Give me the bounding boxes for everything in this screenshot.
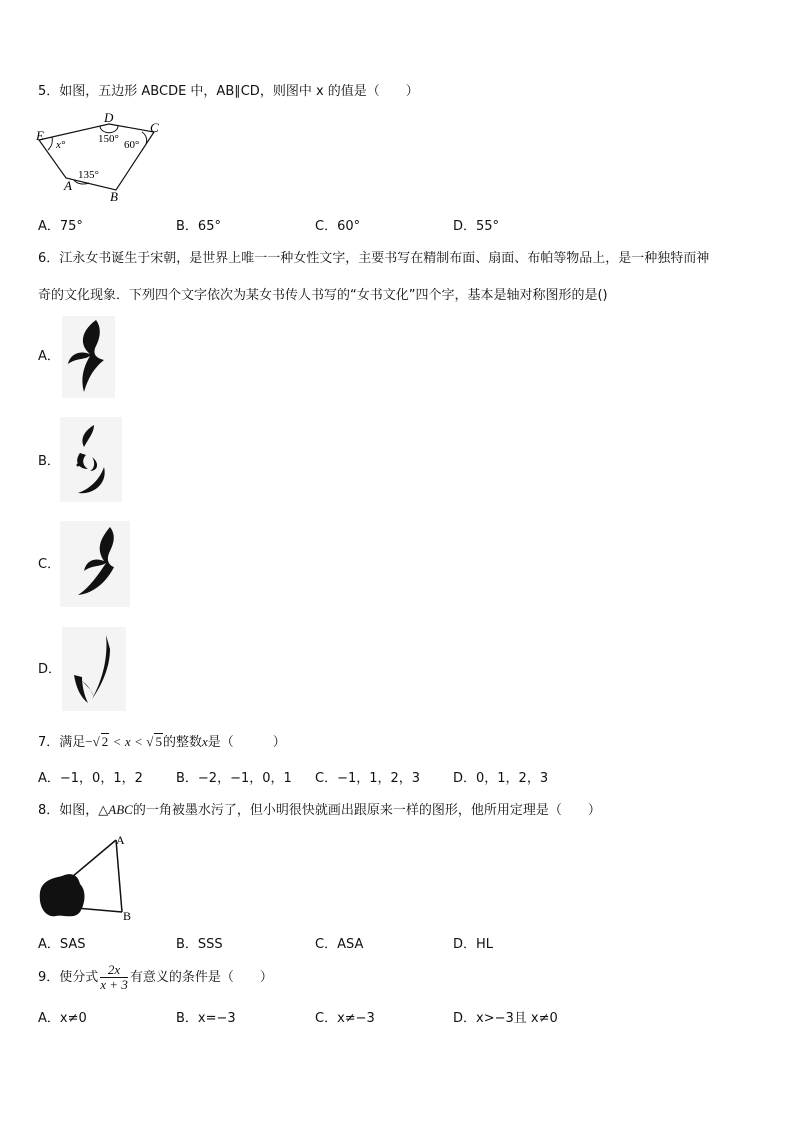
- label-D: D: [104, 110, 114, 125]
- sqrt-symbol-2: √: [146, 734, 154, 749]
- q6-stem-line1: 6．江永女书诞生于宋朝，是世界上唯一一种女性文字，主要书写在精制布面、扇面、布帕等物品上，是一种独特而神: [38, 251, 710, 266]
- q8-option-a[interactable]: A．SAS: [38, 937, 86, 952]
- q7-suffix-b: 是（ ）: [207, 735, 286, 750]
- q9-option-c[interactable]: C．x≠−3: [315, 1011, 375, 1026]
- q8-suffix: 的一角被墨水污了，但小明很快就画出跟原来一样的图形，他所用定理是（ ）: [132, 803, 601, 818]
- q8-stem: [38, 802, 601, 819]
- q6-option-a[interactable]: A．: [38, 349, 60, 364]
- q7-sqrt-b: 5: [155, 734, 162, 749]
- angle-d-label: 150°: [98, 133, 119, 145]
- q6-option-c[interactable]: C．: [38, 557, 61, 572]
- nushu-glyph-d-icon: [62, 627, 126, 711]
- q9-option-a[interactable]: A．x≠0: [38, 1011, 87, 1026]
- q7-stem: [38, 733, 286, 751]
- q7-prefix: 7．满足: [38, 735, 86, 750]
- q5-option-a[interactable]: A．75°: [38, 219, 83, 234]
- fraction: [100, 963, 128, 992]
- q7-option-b[interactable]: B．−2，−1，0，1: [176, 771, 292, 786]
- q5-option-d[interactable]: D．55°: [453, 219, 500, 234]
- q6-option-d[interactable]: D．: [38, 662, 62, 677]
- triangle-figure: [36, 832, 140, 924]
- q9-suffix: 有意义的条件是（ ）: [129, 970, 273, 985]
- q7-suffix-a: 的整数: [162, 735, 202, 750]
- q7-sqrt-a: 2: [101, 734, 109, 749]
- q5-stem: 5．如图，五边形 ABCDE 中，AB∥CD，则图中 x 的值是（ ）: [38, 84, 419, 99]
- q6-stem-line2: 奇的文化现象．下列四个文字依次为某女书传人书写的“女书文化”四个字，基本是轴对称图形的是(): [38, 288, 608, 303]
- q6-character-c: [60, 521, 130, 607]
- q5-option-b[interactable]: B．65°: [176, 219, 221, 234]
- q7-option-c[interactable]: C．−1，1，2，3: [315, 771, 421, 786]
- q8-triangle: △ABC: [98, 802, 133, 817]
- q8-prefix: 8．如图，: [38, 803, 99, 818]
- label-B: B: [123, 909, 132, 923]
- label-B: B: [110, 189, 118, 204]
- q7-var: x: [124, 734, 131, 749]
- pentagon-figure: [34, 110, 169, 204]
- q8-option-b[interactable]: B．SSS: [176, 937, 223, 952]
- q5-option-c[interactable]: C．60°: [315, 219, 361, 234]
- angle-c-label: 60°: [124, 139, 140, 151]
- q7-minus: −: [85, 734, 93, 749]
- q7-lt-1: <: [113, 734, 121, 749]
- q9-option-b[interactable]: B．x=−3: [176, 1011, 236, 1026]
- fraction-denominator: x + 3: [100, 977, 128, 992]
- label-A: A: [64, 178, 72, 193]
- q6-character-d: [62, 627, 126, 711]
- label-C: C: [150, 120, 159, 135]
- q9-option-d[interactable]: D．x>−3且 x≠0: [453, 1011, 558, 1026]
- nushu-glyph-b-icon: [60, 417, 122, 502]
- label-E: E: [36, 128, 44, 143]
- nushu-glyph-c-icon: [60, 521, 130, 607]
- q9-prefix: 9．使分式: [38, 970, 99, 985]
- q6-character-b: [60, 417, 122, 502]
- ink-blot: [40, 874, 85, 916]
- q6-option-b[interactable]: B．: [38, 454, 60, 469]
- angle-a-label: 135°: [78, 169, 99, 181]
- q7-option-d[interactable]: D．0，1，2，3: [453, 771, 549, 786]
- fraction-numerator: 2x: [100, 963, 128, 978]
- q6-character-a: [62, 316, 115, 398]
- q7-option-a[interactable]: A．−1，0，1，2: [38, 771, 143, 786]
- q8-option-d[interactable]: D．HL: [453, 937, 494, 952]
- q8-option-c[interactable]: C．ASA: [315, 937, 364, 952]
- angle-x-label: x°: [56, 139, 66, 151]
- q9-stem: [38, 963, 273, 993]
- label-A: A: [116, 833, 125, 847]
- sqrt-symbol: √: [92, 734, 100, 749]
- nushu-glyph-a-icon: [62, 316, 115, 398]
- q7-lt-2: <: [134, 734, 143, 749]
- q7-var-2: x: [201, 734, 208, 749]
